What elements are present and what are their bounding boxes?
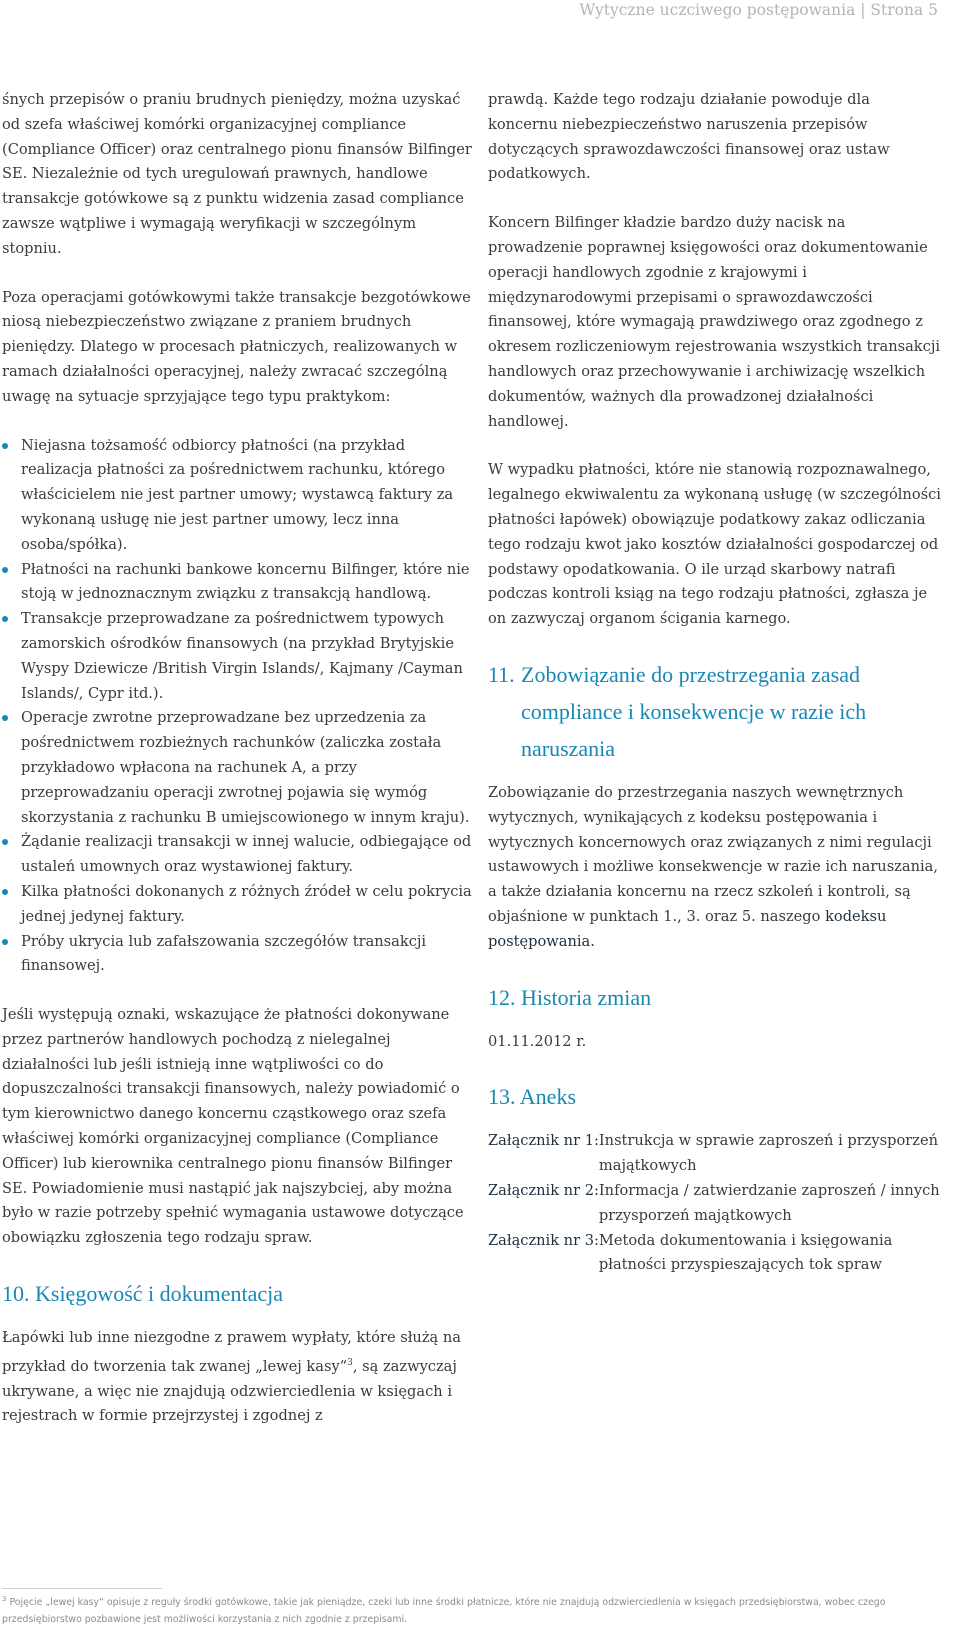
paragraph: śnych przepisów o praniu brudnych pieniędzy, można uzyskać od szefa właściwej komórki organizacyjnej compliance (Compliance Officer) oraz centralnego pionu finansów Bilfinger SE. Niezależnie od tych uregulowań prawnych, handlowe transakcje gotówkowe są z punktu widzenia zasad compliance zawsze wątpliwe i wymagają weryfikacji w szczególnym stopniu. <box>2 91 472 257</box>
annex-label: Załącznik nr 3: <box>488 1231 599 1249</box>
annex-title: Informacja / zatwierdzanie zaproszeń / innych przysporzeń majątkowych <box>598 1181 940 1224</box>
annex-list <box>488 1129 943 1278</box>
footnote-separator <box>2 1588 162 1589</box>
running-header: Wytyczne uczciwego postępowania | Strona 5 <box>579 1 938 19</box>
footnote-reference[interactable]: 3 <box>347 1357 353 1368</box>
list-item: Transakcje przeprowadzane za pośrednictwem typowych zamorskich ośrodków finansowych (na przykład Brytyjskie Wyspy Dziewicze /British Virgin Islands/, Kajmany /Cayman Islands/, Cypr itd.). <box>2 607 472 706</box>
section-10-heading: 10. Księgowość i dokumentacja <box>2 1281 284 1307</box>
footnote <box>2 1591 950 1628</box>
paragraph: W wypadku płatności, które nie stanowią rozpoznawalnego, legalnego ekwiwalentu za wykonaną usługę (w szczególności płatności łapówek) obowiązuje podatkowy zakaz odliczania tego rodzaju kwot jako kosztów działalności gospodarczej od podstawy opodatkowania. O ile urząd skarbowy natrafi podczas kontroli ksiąg na tego rodzaju płatności, zgłasza je on zazwyczaj organom ścigania karnego. <box>488 461 941 628</box>
annex-label: Załącznik nr 1: <box>488 1132 599 1150</box>
annex-item <box>488 1179 943 1229</box>
annex-title: Metoda dokumentowania i księgowania płatności przyspieszających tok spraw <box>598 1231 893 1274</box>
annex-item <box>488 1129 943 1179</box>
footnote-number: 3 <box>2 1595 7 1603</box>
footnote-text: Pojęcie „lewej kasy“ opisuje z reguły środki gotówkowe, takie jak pieniądze, czeki lub inne środki płatnicze, które nie znajdują odzwierciedlenia w księgach przedsiębiorstwa, wobec czego przedsiębiorstwo pozbawione jest możliwości korzystania z nich zgodnie z przepisami. <box>2 1597 886 1626</box>
code-of-conduct-link[interactable]: kodeksu postępowania. <box>488 907 887 950</box>
section-number: 11. <box>488 661 515 687</box>
paragraph <box>488 781 943 955</box>
paragraph-text: Zobowiązanie do przestrzegania naszych wewnętrznych wytycznych, wynikających z kodeksu postępowania i wytycznych koncernowych oraz związanych z nimi regulacji ustawowych i możliwe konsekwencje w razie ich naruszania, a także działania koncernu na rzecz szkoleń i kontroli, są objaśnione w punktach 1., 3. oraz 5. naszego <box>488 783 938 925</box>
list-item: Próby ukrycia lub zafałszowania szczegółów transakcji finansowej. <box>2 930 472 980</box>
paragraph: Koncern Bilfinger kładzie bardzo duży nacisk na prowadzenie poprawnej księgowości oraz dokumentowanie operacji handlowych zgodnie z krajowymi i międzynarodowymi przepisami o sprawozdawczości finansowej, które wymagają prawdziwego oraz zgodnego z okresem rozliczeniowym rejestrowania wszystkich transakcji handlowych oraz przechowywanie i archiwizację wszelkich dokumentów, ważnych dla prowadzonej działalności handlowej. <box>488 214 941 430</box>
section-title: Zobowiązanie do przestrzegania zasad compliance i konsekwencje w razie ich naruszania <box>521 661 867 761</box>
paragraph: Poza operacjami gotówkowymi także transakcje bezgotówkowe niosą niebezpieczeństwo związane z praniem brudnych pieniędzy. Dlatego w procesach płatniczych, realizowanych w ramach działalności operacyjnej, należy zwracać szczególną uwagę na sytuacje sprzyjające tego typu praktykom: <box>2 288 471 405</box>
section-13-heading: 13. Aneks <box>488 1084 576 1110</box>
list-item: Płatności na rachunki bankowe koncernu Bilfinger, które nie stoją w jednoznacznym związku z transakcją handlową. <box>2 558 472 608</box>
paragraph <box>2 1326 472 1429</box>
list-item: Operacje zwrotne przeprowadzane bez uprzedzenia za pośrednictwem rozbieżnych rachunków (zaliczka została przykładowo wpłacona na rachunek A, a przy przeprowadzaniu operacji zwrotnej pojawia się wymóg skorzystania z rachunku B umiejscowionego w innym kraju). <box>2 706 472 830</box>
list-item: Żądanie realizacji transakcji w innej walucie, odbiegające od ustaleń umownych oraz wystawionej faktury. <box>2 830 472 880</box>
history-date: 01.11.2012 r. <box>488 1032 587 1050</box>
annex-title: Instrukcja w sprawie zaproszeń i przysporzeń majątkowych <box>598 1132 938 1175</box>
paragraph: prawdą. Każde tego rodzaju działanie powoduje dla koncernu niebezpieczeństwo naruszenia przepisów dotyczących sprawozdawczości finansowej oraz ustaw podatkowych. <box>488 91 890 183</box>
list-item: Niejasna tożsamość odbiorcy płatności (na przykład realizacja płatności za pośrednictwem rachunku, którego właścicielem nie jest partner umowy; wystawcą faktury za wykonaną usługę nie jest partner umowy, lecz inna osoba/spółka). <box>2 434 472 558</box>
paragraph: Jeśli występują oznaki, wskazujące że płatności dokonywane przez partnerów handlowych pochodzą z nielegalnej działalności lub jeśli istnieją inne wątpliwości co do dopuszczalności transakcji finansowych, należy powiadomić o tym kierownictwo danego koncernu cząstkowego oraz szefa właściwej komórki organizacyjnej compliance (Compliance Officer) lub kierownika centralnego pionu finansów Bilfinger SE. Powiadomienie musi nastąpić jak najszybciej, aby można było w razie potrzeby spełnić wymagania ustawowe dotyczące obowiązku zgłoszenia tego rodzaju spraw. <box>2 1006 464 1247</box>
left-column <box>2 88 472 1453</box>
paragraph-text: , są zazwyczaj ukrywane, a więc nie znajdują odzwierciedlenia w księgach i rejestrach w formie przejrzystej i zgodnej z <box>2 1357 457 1425</box>
section-11-heading <box>488 656 943 767</box>
annex-item <box>488 1229 943 1279</box>
right-column <box>488 88 943 1278</box>
section-12-heading: 12. Historia zmian <box>488 984 652 1010</box>
red-flags-list <box>2 434 472 980</box>
paragraph-text: Łapówki lub inne niezgodne z prawem wypłaty, które służą na przykład do tworzenia tak zwanej „lewej kasy“ <box>2 1329 461 1375</box>
annex-label: Załącznik nr 2: <box>488 1181 599 1199</box>
list-item: Kilka płatności dokonanych z różnych źródeł w celu pokrycia jednej jedynej faktury. <box>2 880 472 930</box>
